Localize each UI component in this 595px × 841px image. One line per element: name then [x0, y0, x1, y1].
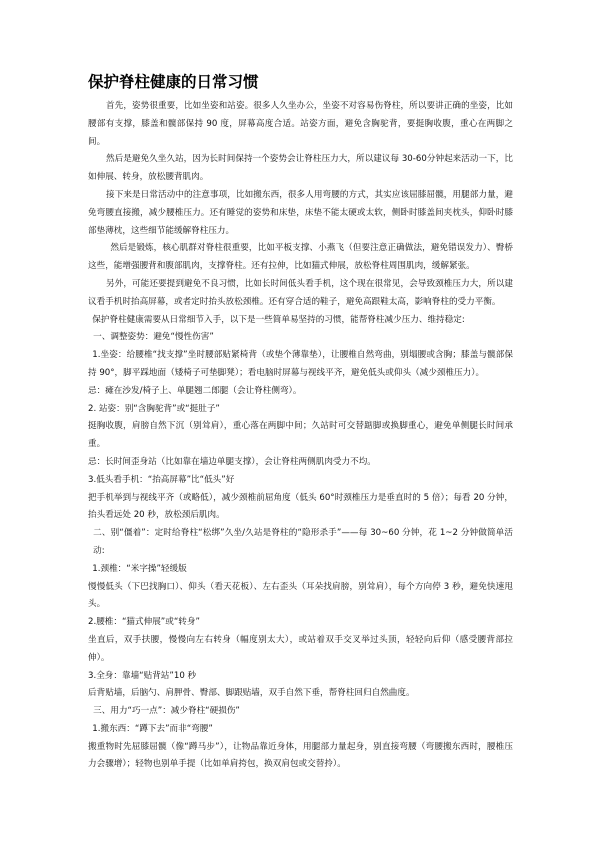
paragraph: 另外，可能还要提到避免不良习惯，比如长时间低头看手机，这个现在很常见，会导致颈椎压力大，所以建议看手机时抬高屏幕，或者定时抬头放松颈椎。还有穿合适的鞋子，避免高跟鞋太高，影响脊柱的受力平衡。: [88, 278, 513, 307]
paragraph: 挺胸收腹，肩膀自然下沉（别耸肩），重心落在两脚中间；久站时可交替踮脚或换脚重心，避免单侧腿长时间承重。: [88, 421, 513, 450]
document-title: 保护脊柱健康的日常习惯: [88, 73, 259, 91]
paragraph: 坐直后，双手扶腰，慢慢向左右转身（幅度别太大），或站着双手交叉举过头顶，轻轻向后仰（感受腰背部拉伸）。: [88, 634, 513, 663]
paragraph: 忌：瘫在沙发/椅子上、单腿翘二郎腿（会让脊柱侧弯）。: [88, 385, 302, 396]
paragraph: 三、用力“巧一点”：减少脊柱“硬损伤”: [93, 706, 240, 717]
paragraph: 然后是避免久坐久站，因为长时间保持一个姿势会让脊柱压力大，所以建议每 30-60分钟起来活动一下，比如伸展、转身，放松腰背肌肉。: [88, 154, 513, 183]
paragraph: 把手机举到与视线平齐（或略低），减少颈椎前屈角度（低头 60°时颈椎压力是垂直时的 5 倍）；每看 20 分钟，抬头看远处 20 秒，放松颈后肌肉。: [88, 492, 513, 521]
paragraph: 慢慢低头（下巴找胸口）、仰头（看天花板）、左右歪头（耳朵找肩膀，别耸肩），每个方向停 3 秒，避免快速甩头。: [88, 581, 513, 610]
paragraph: 2. 站姿：别“含胸驼背”或“挺肚子”: [88, 403, 220, 414]
document-body: [88, 98, 513, 774]
paragraph: 3.全身：靠墙“贴背站”10 秒: [88, 670, 197, 681]
paragraph: 1.搬东西：“蹲下去”而非“弯腰”: [92, 723, 213, 734]
paragraph: 忌：长时间歪身站（比如靠在墙边单腿支撑），会让脊柱两侧肌肉受力不均。: [88, 456, 376, 467]
paragraph: 保护脊柱健康需要从日常细节入手，以下是一些简单易坚持的习惯，能帮脊柱减少压力、维持稳定:: [92, 314, 465, 325]
paragraph: 首先，姿势很重要，比如坐姿和站姿。很多人久坐办公，坐姿不对容易伤脊柱，所以要讲正确的坐姿，比如腰部有支撑，膝盖和髋部保持 90 度，屏幕高度合适。站姿方面，避免含胸驼背，要挺胸收腹，重心在两脚之间。: [88, 101, 513, 147]
paragraph: 然后是锻炼，核心肌群对脊柱很重要，比如平板支撑、小燕飞（但要注意正确做法，避免错误发力）、臀桥这些，能增强腰背和腹部肌肉，支撑脊柱。还有拉伸，比如猫式伸展，放松脊柱周围肌肉，缓解紧张。: [88, 243, 513, 272]
paragraph: 搬重物时先屈膝屈髋（像“蹲马步”），让物品靠近身体，用腿部力量起身，别直接弯腰（弯腰搬东西时，腰椎压力会骤增）；轻物也别单手提（比如单肩挎包，换双肩包或交替拎）。: [88, 741, 513, 770]
paragraph: 二、别“僵着”：定时给脊柱“松绑”久坐/久站是脊柱的“隐形杀手”——每 30~60 分钟，花 1~2 分钟做简单活动:: [93, 528, 513, 556]
paragraph: 3.低头看手机：“抬高屏幕”比“低头”好: [88, 474, 235, 485]
paragraph: 1.坐姿：给腰椎“找支撑”坐时腰部贴紧椅背（或垫个薄靠垫），让腰椎自然弯曲，别塌腰或含胸；膝盖与髋部保持 90°，脚平踩地面（矮椅子可垫脚凳）；看电脑时屏幕与视线平齐，避免低头或仰头（减少颈椎压力）。: [88, 350, 513, 378]
paragraph: 1.颈椎：“米字操”轻缓版: [92, 563, 187, 574]
paragraph: 2.腰椎：“猫式伸展”或“转身”: [88, 617, 200, 628]
paragraph: 接下来是日常活动中的注意事项，比如搬东西，很多人用弯腰的方式，其实应该屈膝屈髋，用腿部力量，避免弯腰直接搬，减少腰椎压力。还有睡觉的姿势和床垫，床垫不能太硬或太软，侧卧时膝盖间夹枕头，仰卧时膝部垫薄枕，这些细节能缓解脊柱压力。: [88, 189, 513, 236]
paragraph: 一、调整姿势：避免“慢性伤害”: [93, 332, 214, 343]
paragraph: 后背贴墙，后脑勺、肩胛骨、臀部、脚跟贴墙，双手自然下垂，帮脊柱回归自然曲度。: [88, 688, 415, 699]
